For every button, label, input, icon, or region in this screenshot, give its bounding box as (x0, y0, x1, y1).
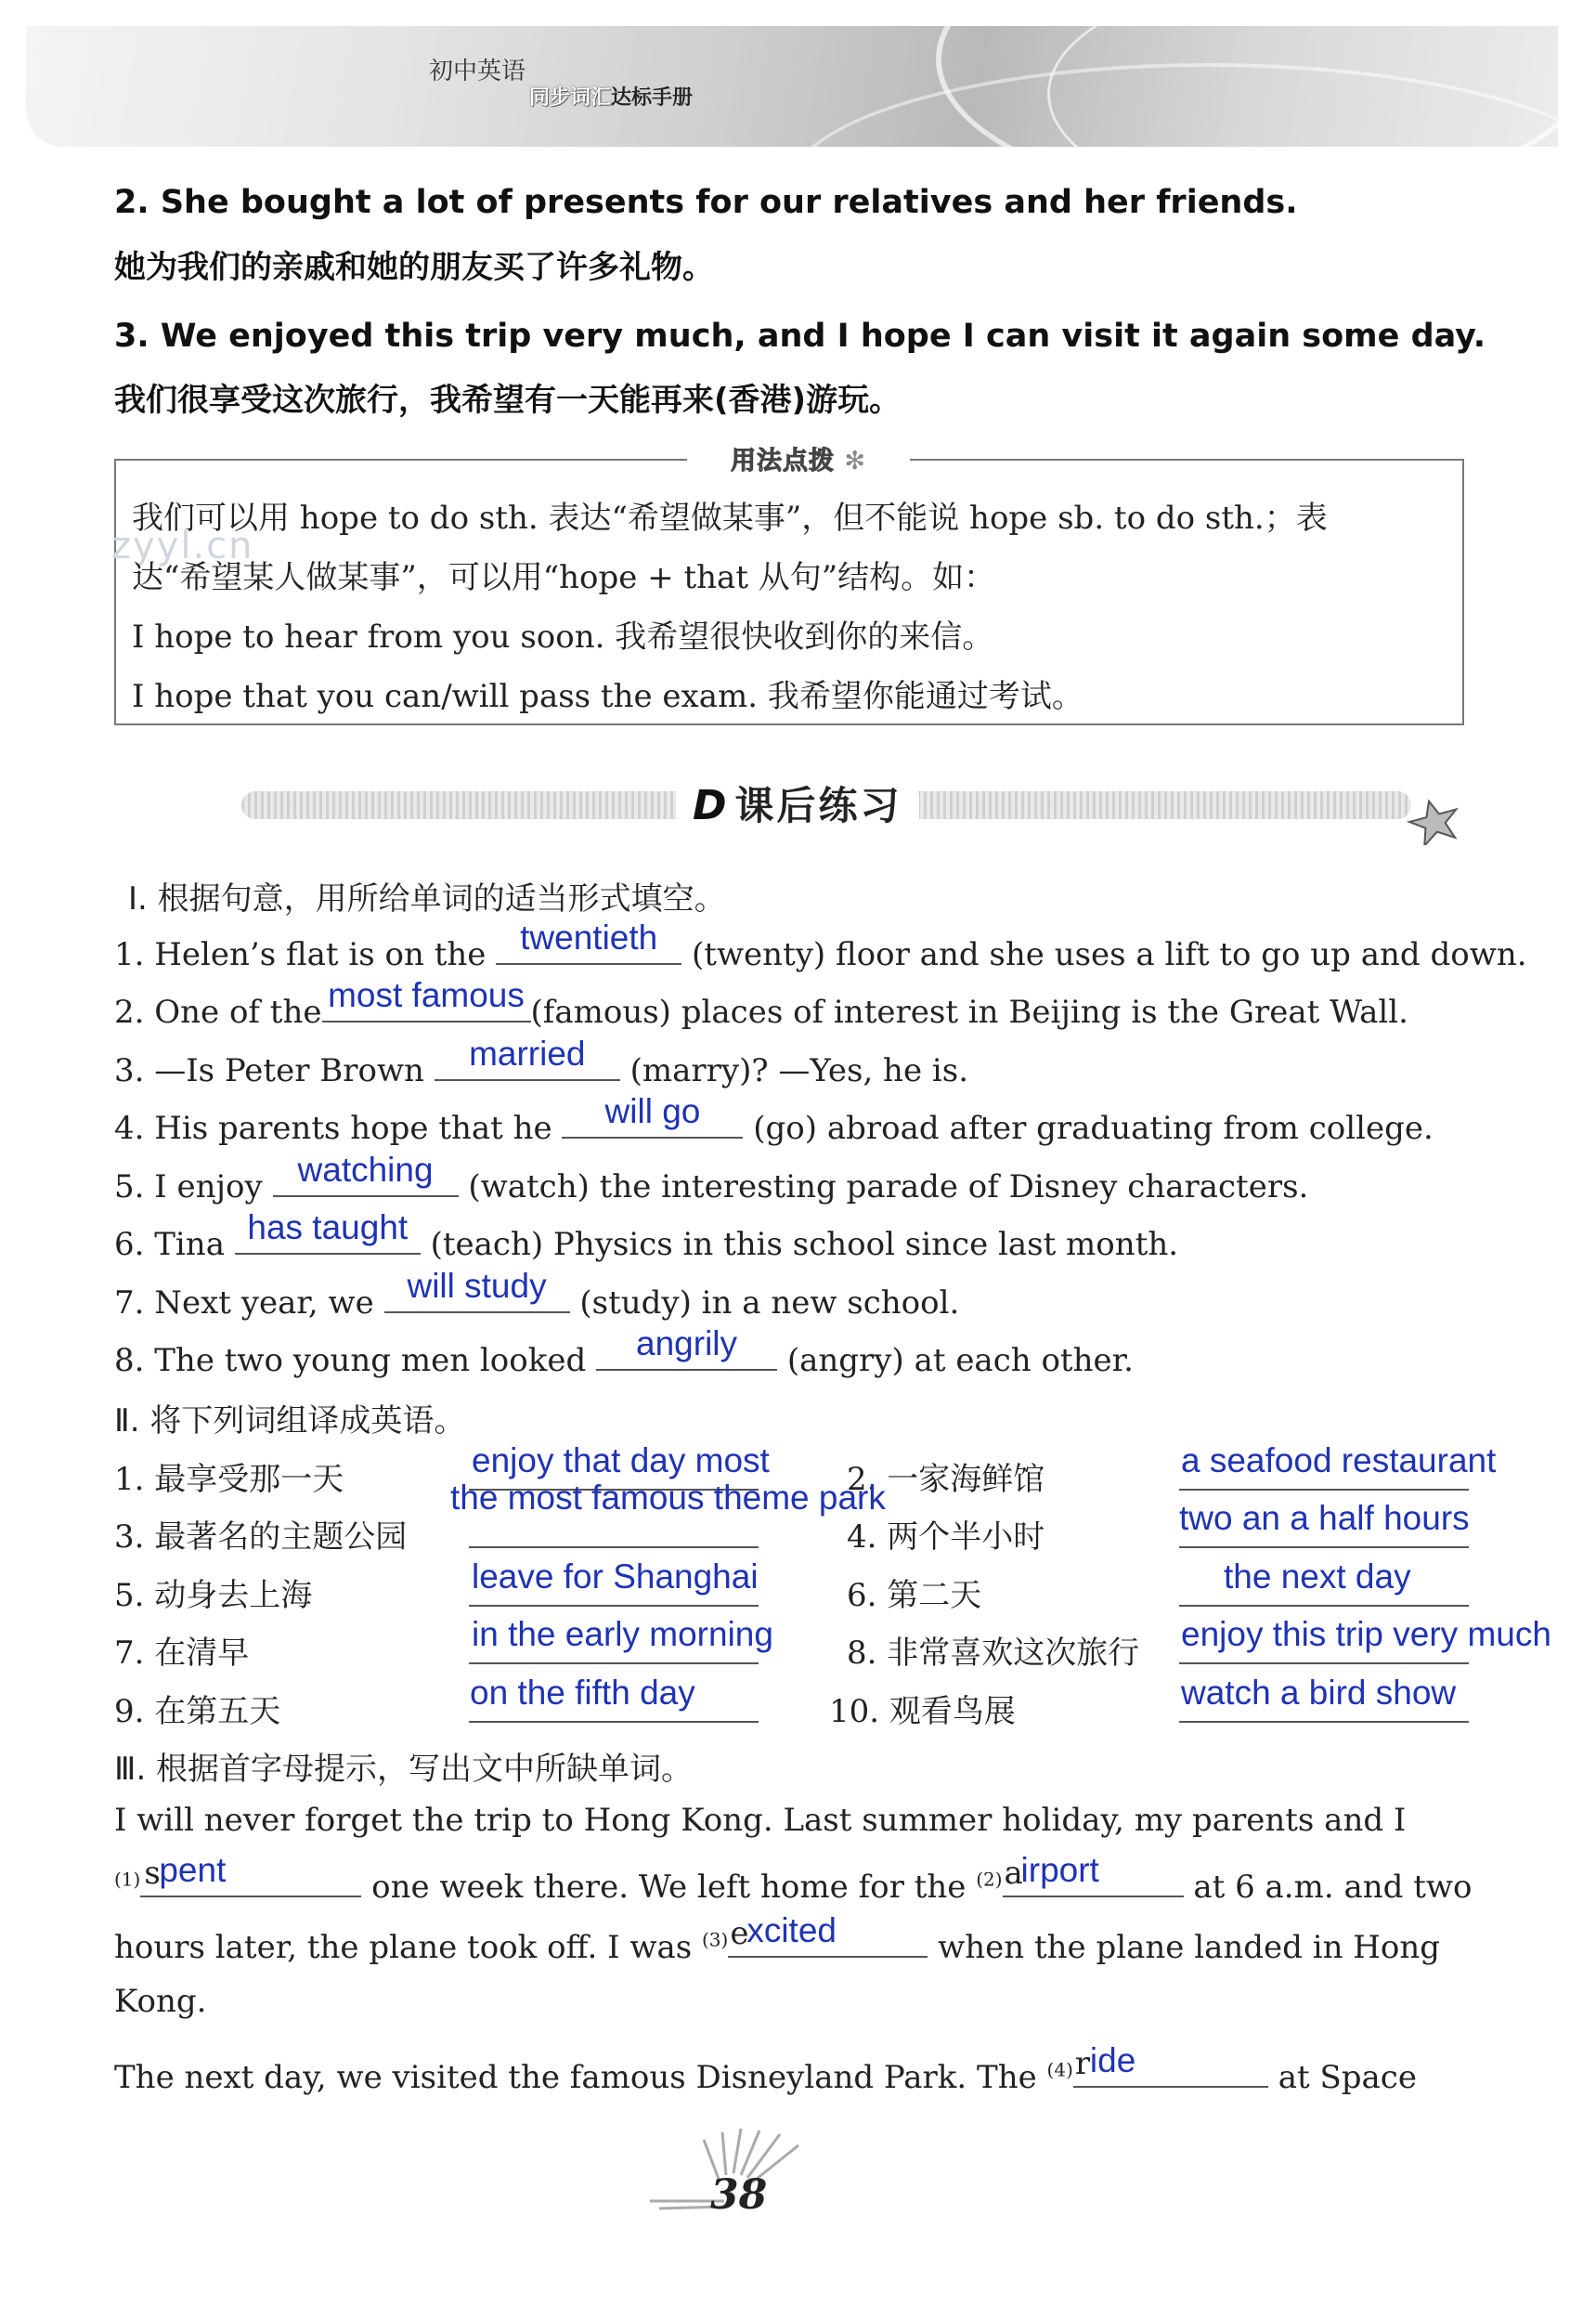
part1-item-1 (114, 918, 1527, 973)
hint-letter: r (1074, 2045, 1091, 2082)
answer-line (469, 1605, 759, 1607)
section-title-text: 课后练习 (734, 783, 902, 828)
blank-number: (1) (114, 1868, 141, 1891)
answer-line (1179, 1721, 1469, 1723)
part2-answer-3: the most famous theme park (450, 1479, 886, 1517)
part2-answer-5: leave for Shanghai (472, 1557, 759, 1596)
answer-line (1179, 1662, 1469, 1664)
part2-item-1: 1. 最享受那一天 (114, 1461, 344, 1498)
answer-text: most famous (328, 976, 525, 1014)
part2-item-10: 10. 观看鸟展 (829, 1693, 1016, 1730)
passage-line-5 (114, 2041, 1417, 2096)
part1-item-2 (114, 976, 1408, 1031)
item-text: 8. The two young men looked (114, 1342, 587, 1379)
usage-line-3: I hope to hear from you soon. 我希望很快收到你的来信。 (132, 619, 994, 656)
answer-text: angrily (636, 1324, 738, 1362)
answer-text: will go (604, 1092, 701, 1130)
item-text: 1. Helen’s flat is on the (114, 936, 487, 973)
usage-label (687, 440, 910, 476)
answer-blank[interactable] (384, 1267, 570, 1313)
part2-item-8: 8. 非常喜欢这次旅行 (847, 1635, 1140, 1672)
answer-blank[interactable] (435, 1035, 620, 1081)
part1-item-8 (114, 1324, 1134, 1379)
part1-item-5 (114, 1151, 1309, 1205)
item-text: 7. Next year, we (114, 1284, 374, 1322)
hint-letter: a (1004, 1855, 1023, 1892)
star-icon (1407, 799, 1462, 845)
answer-text: pent (159, 1851, 227, 1889)
part1-item-7 (114, 1267, 960, 1322)
passage-text: one week there. We left home for the (371, 1869, 967, 1906)
item-text: 2. One of the (114, 994, 322, 1031)
answer-text: has taught (247, 1208, 409, 1246)
part2-answer-7: in the early morning (472, 1615, 773, 1653)
passage-text: at Space (1278, 2059, 1417, 2096)
part2-answer-2: a seafood restaurant (1181, 1441, 1497, 1479)
answer-line (1179, 1546, 1469, 1548)
item-text: (teach) Physics in this school since last month. (430, 1226, 1179, 1263)
passage-text: when the plane landed in Hong (938, 1929, 1441, 1966)
part1-item-6 (114, 1208, 1179, 1263)
hint-letter: e (730, 1915, 749, 1952)
answer-blank[interactable] (322, 976, 531, 1023)
part2-item-9: 9. 在第五天 (114, 1693, 281, 1730)
passage-line-1: I will never forget the trip to Hong Kong. Last summer holiday, my parents and I (114, 1802, 1407, 1839)
item-text: 3. —Is Peter Brown (114, 1052, 424, 1089)
watermark: zyyl.cn (111, 525, 254, 567)
answer-blank-3[interactable] (728, 1911, 928, 1958)
book-subtitle (529, 82, 693, 111)
sentence-3-en: 3. We enjoyed this trip very much, and I hope I can visit it again some day. (114, 318, 1486, 355)
item-text: (twenty) floor and she uses a lift to go up and down. (692, 936, 1527, 973)
answer-text: watching (297, 1151, 434, 1189)
usage-line-2: 达“希望某人做某事”，可以用“hope + that 从句”结构。如： (132, 559, 996, 596)
answer-text: twentieth (520, 918, 658, 957)
subtitle-highlight: 同步词汇 (529, 86, 612, 110)
usage-line-4: I hope that you can/will pass the exam. 我希望你能通过考试。 (132, 678, 1083, 715)
sentence-3-cn: 我们很享受这次旅行，我希望有一天能再来(香港)游玩。 (114, 382, 902, 419)
blank-number: (4) (1046, 2058, 1073, 2081)
part2-answer-8: enjoy this trip very much (1181, 1615, 1551, 1653)
answer-text: irport (1020, 1851, 1099, 1889)
passage-text: The next day, we visited the famous Disneyland Park. The (114, 2059, 1037, 2096)
item-text: 4. His parents hope that he (114, 1110, 552, 1147)
part1-item-3 (114, 1035, 969, 1089)
hint-letter: s (144, 1855, 161, 1892)
answer-text: xcited (746, 1911, 837, 1949)
answer-blank-1[interactable] (140, 1851, 361, 1897)
passage-line-2 (114, 1851, 1473, 1906)
part2-item-6: 6. 第二天 (847, 1577, 982, 1614)
answer-blank[interactable] (273, 1151, 459, 1197)
book-title: 初中英语 (429, 58, 526, 85)
part2-heading: Ⅱ. 将下列词组译成英语。 (114, 1402, 466, 1440)
passage-line-4: Kong. (114, 1983, 207, 2020)
part2-item-4: 4. 两个半小时 (847, 1518, 1045, 1556)
answer-text: married (469, 1035, 586, 1073)
blank-number: (3) (701, 1928, 729, 1951)
answer-blank-4[interactable] (1073, 2041, 1268, 2088)
answer-blank[interactable] (596, 1324, 777, 1371)
part1-item-4 (114, 1092, 1434, 1147)
snowflake-icon: ✻ (844, 447, 867, 476)
part2-item-7: 7. 在清早 (114, 1635, 250, 1672)
part2-answer-10: watch a bird show (1181, 1674, 1457, 1712)
part2-answer-4: two an a half hours (1179, 1499, 1470, 1537)
part2-item-5: 5. 动身去上海 (114, 1577, 313, 1614)
answer-line (469, 1721, 759, 1723)
sentence-2-cn: 她为我们的亲戚和她的朋友买了许多礼物。 (114, 249, 714, 286)
part2-answer-9: on the fifth day (470, 1674, 695, 1712)
passage-text: hours later, the plane took off. I was (114, 1929, 693, 1966)
answer-blank[interactable] (496, 918, 681, 965)
blank-number: (2) (976, 1868, 1003, 1891)
item-text: (go) abroad after graduating from college. (753, 1110, 1434, 1147)
part3-heading: Ⅲ. 根据首字母提示，写出文中所缺单词。 (114, 1751, 694, 1788)
section-title (676, 778, 919, 834)
passage-text: at 6 a.m. and two (1193, 1869, 1473, 1906)
usage-label-text: 用法点拨 (730, 447, 835, 476)
passage-line-3 (114, 1911, 1441, 1966)
item-text: (angry) at each other. (786, 1342, 1134, 1379)
part2-answer-1: enjoy that day most (472, 1441, 770, 1479)
answer-line (1179, 1489, 1469, 1491)
item-text: (watch) the interesting parade of Disney characters. (468, 1168, 1309, 1205)
sentence-2-en: 2. She bought a lot of presents for our relatives and her friends. (114, 184, 1298, 221)
answer-line (1179, 1605, 1469, 1607)
item-text: (famous) places of interest in Beijing is the Great Wall. (530, 994, 1408, 1031)
item-text: (marry)? —Yes, he is. (629, 1052, 969, 1089)
answer-blank[interactable] (562, 1092, 743, 1139)
page-number: 38 (710, 2171, 768, 2219)
header-banner (26, 26, 1558, 147)
item-text: 5. I enjoy (114, 1168, 263, 1205)
answer-line (469, 1546, 759, 1548)
answer-blank-2[interactable] (1003, 1851, 1184, 1897)
subtitle-rest: 达标手册 (611, 86, 694, 110)
item-text: 6. Tina (114, 1226, 225, 1263)
part2-item-3: 3. 最著名的主题公园 (114, 1518, 408, 1556)
part2-answer-6: the next day (1224, 1557, 1411, 1596)
answer-text: ide (1089, 2041, 1136, 2079)
section-badge: D (693, 782, 730, 829)
part1-heading: Ⅰ. 根据句意，用所给单词的适当形式填空。 (128, 880, 726, 918)
usage-line-1: 我们可以用 hope to do sth. 表达“希望做某事”，但不能说 hope sb. to do sth.；表 (132, 500, 1328, 537)
answer-text: will study (407, 1267, 547, 1305)
item-text: (study) in a new school. (579, 1284, 960, 1322)
answer-line (469, 1662, 759, 1664)
part2-item-2: 2. 一家海鲜馆 (847, 1461, 1045, 1498)
answer-blank[interactable] (235, 1208, 421, 1255)
